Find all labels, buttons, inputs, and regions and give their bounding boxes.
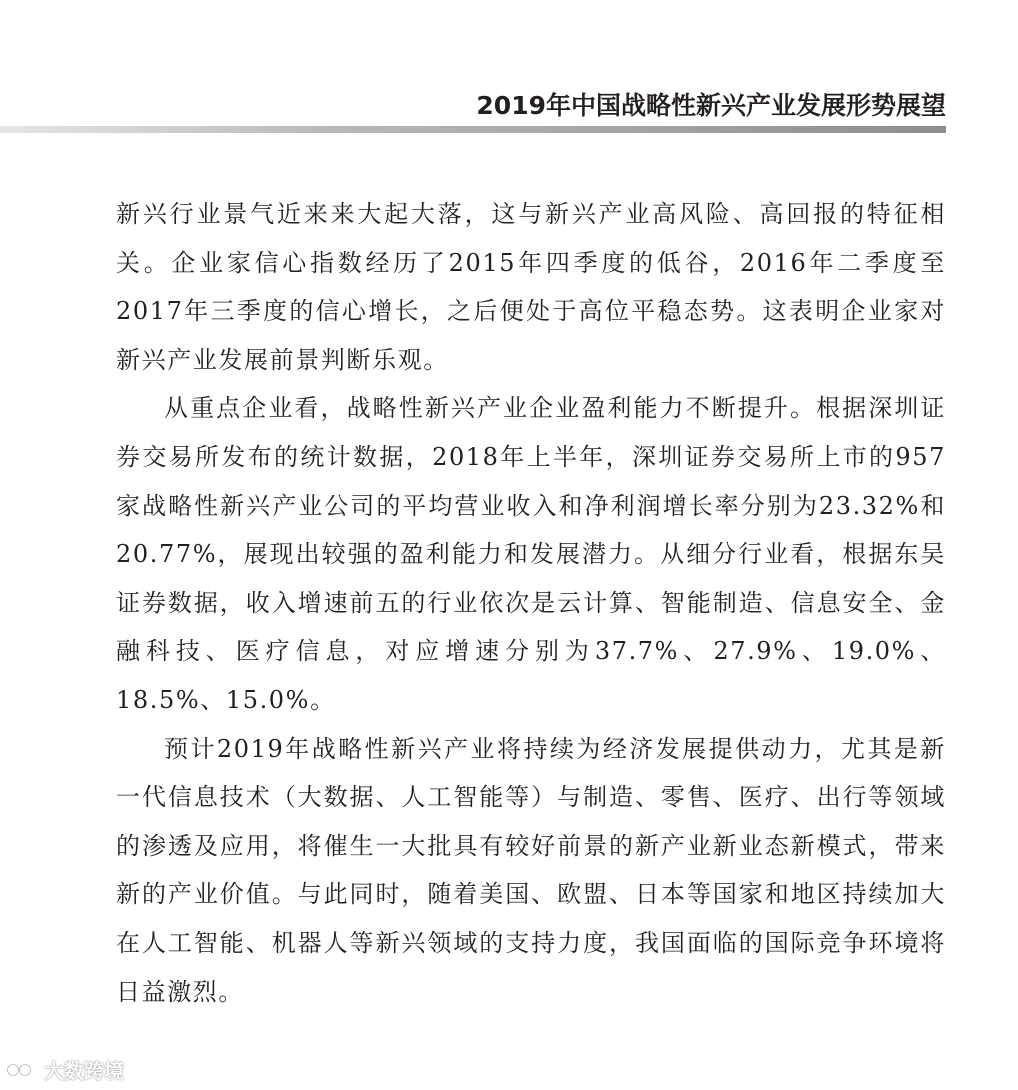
- watermark: [6, 1055, 124, 1084]
- page-title: 2019年中国战略性新兴产业发展形势展望: [476, 91, 946, 120]
- watermark-text: 大数跨境: [44, 1059, 124, 1083]
- document-body: [116, 190, 946, 1016]
- paragraph-2: 从重点企业看，战略性新兴产业企业盈利能力不断提升。根据深圳证券交易所发布的统计数据，2018年上半年，深圳证券交易所上市的957家战略性新兴产业公司的平均营业收入和净利润增长率分别为23.32%和20.77%，展现出较强的盈利能力和发展潜力。从细分行业看，根据东吴证券数据，收入增速前五的行业依次是云计算、智能制造、信息安全、金融科技、医疗信息，对应增速分别为37.7%、27.9%、19.0%、18.5%、15.0%。: [116, 394, 946, 714]
- brand-logo-icon: [6, 1059, 40, 1081]
- header-divider: [0, 126, 946, 133]
- paragraph-3: 预计2019年战略性新兴产业将持续为经济发展提供动力，尤其是新一代信息技术（大数据、人工智能等）与制造、零售、医疗、出行等领域的渗透及应用，将催生一大批具有较好前景的新产业新业态新模式，带来新的产业价值。与此同时，随着美国、欧盟、日本等国家和地区持续加大在人工智能、机器人等新兴领域的支持力度，我国面临的国际竞争环境将日益激烈。: [116, 734, 946, 1006]
- paragraph-1: 新兴行业景气近来来大起大落，这与新兴产业高风险、高回报的特征相关。企业家信心指数经历了2015年四季度的低谷，2016年二季度至2017年三季度的信心增长，之后便处于高位平稳态势。这表明企业家对新兴产业发展前景判断乐观。: [116, 200, 946, 374]
